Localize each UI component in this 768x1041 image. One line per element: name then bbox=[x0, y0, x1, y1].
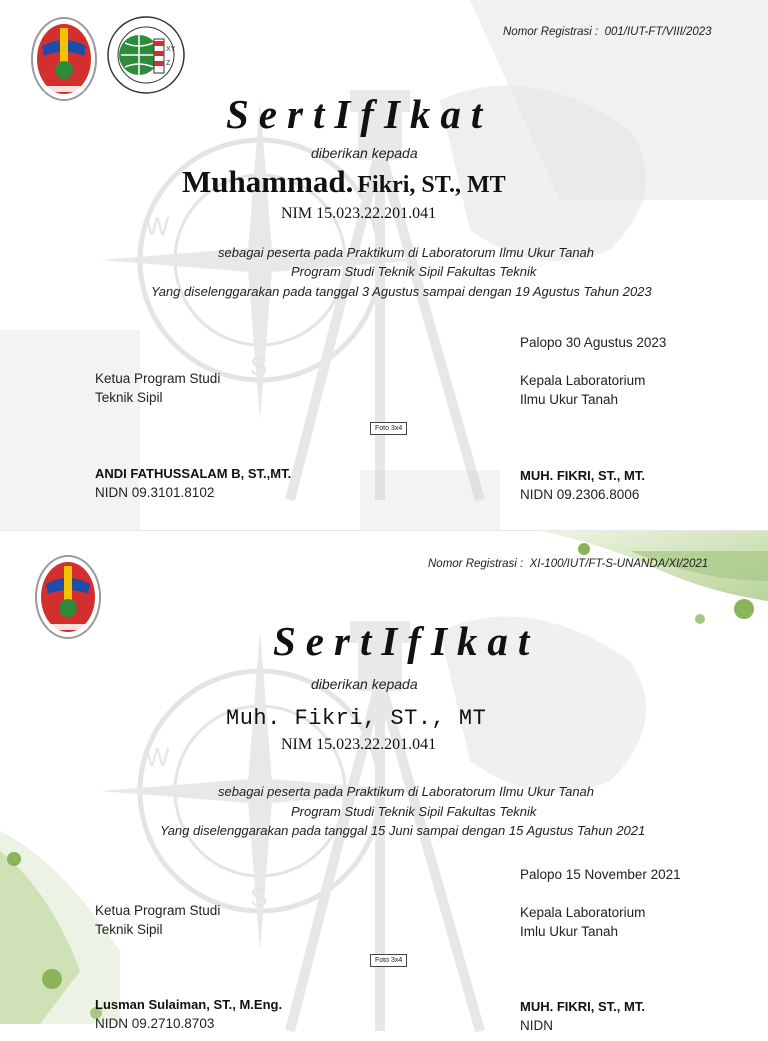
place-date: Palopo 30 Agustus 2023 bbox=[520, 335, 667, 350]
left-signer-nidn: NIDN 09.2710.8703 bbox=[95, 1016, 215, 1031]
right-signer-name: MUH. FIKRI, ST., MT. bbox=[520, 468, 645, 483]
right-signer-name: MUH. FIKRI, ST., MT. bbox=[520, 999, 645, 1014]
certificate-2021 bbox=[0, 531, 768, 1033]
lab-emblem-logo bbox=[106, 15, 186, 95]
body-line-1: sebagai peserta pada Praktikum di Laboratorum Ilmu Ukur Tanah bbox=[218, 245, 595, 260]
recipient-name-rest: Fikri, ST., MT bbox=[357, 172, 506, 198]
right-role-line-2: Ilmu Ukur Tanah bbox=[520, 392, 619, 407]
left-signer-nidn: NIDN 09.3101.8102 bbox=[95, 485, 215, 500]
left-signer-name: Lusman Sulaiman, ST., M.Eng. bbox=[95, 997, 283, 1012]
recipient-name-first: Muhammad. bbox=[182, 164, 354, 199]
place-date: Palopo 15 November 2021 bbox=[520, 867, 681, 882]
given-to-label: diberikan kepada bbox=[311, 676, 418, 692]
registration-value: XI-100/IUT/FT-S-UNANDA/XI/2021 bbox=[529, 558, 709, 570]
left-signer-name: ANDI FATHUSSALAM B, ST.,MT. bbox=[95, 466, 292, 481]
svg-text:Z: Z bbox=[166, 60, 171, 67]
left-role-line-1: Ketua Program Studi bbox=[95, 903, 221, 918]
svg-text:XY: XY bbox=[166, 46, 176, 53]
registration-value: 001/IUT-FT/VIII/2023 bbox=[604, 26, 712, 38]
university-seal-logo bbox=[30, 16, 98, 102]
svg-text:W: W bbox=[145, 742, 170, 772]
university-seal-logo bbox=[34, 554, 102, 640]
right-role-line-1: Kepala Laboratorium bbox=[520, 905, 646, 920]
svg-text:W: W bbox=[145, 211, 170, 241]
recipient-name: Muh. Fikri, ST., MT bbox=[226, 706, 487, 731]
left-role-line-2: Teknik Sipil bbox=[95, 390, 163, 405]
right-role-line-2: Imlu Ukur Tanah bbox=[520, 924, 619, 939]
right-signer-nidn: NIDN bbox=[520, 1018, 553, 1033]
nim-number: NIM 15.023.22.201.041 bbox=[281, 736, 437, 753]
svg-text:S: S bbox=[250, 351, 268, 381]
certificate-title: SertIfIkat bbox=[226, 91, 493, 137]
body-line-2: Program Studi Teknik Sipil Fakultas Teknik bbox=[291, 804, 537, 819]
given-to-label: diberikan kepada bbox=[311, 145, 418, 161]
certificate-title: SertIfIkat bbox=[273, 618, 540, 664]
svg-text:S: S bbox=[250, 882, 268, 912]
registration-number bbox=[428, 558, 708, 570]
body-line-1: sebagai peserta pada Praktikum di Laboratorum Ilmu Ukur Tanah bbox=[218, 784, 595, 799]
photo-placeholder: Foto 3x4 bbox=[370, 954, 407, 967]
body-line-2: Program Studi Teknik Sipil Fakultas Teknik bbox=[291, 264, 537, 279]
body-line-3: Yang diselenggarakan pada tanggal 15 Juni sampai dengan 15 Agustus Tahun 2021 bbox=[160, 823, 646, 838]
right-signer-nidn: NIDN 09.2306.8006 bbox=[520, 487, 640, 502]
registration-label: Nomor Registrasi : bbox=[503, 26, 599, 38]
recipient-name bbox=[182, 164, 506, 200]
body-line-3: Yang diselenggarakan pada tanggal 3 Agustus sampai dengan 19 Agustus Tahun 2023 bbox=[151, 284, 652, 299]
registration-number bbox=[503, 26, 712, 38]
left-role-line-2: Teknik Sipil bbox=[95, 922, 163, 937]
right-role-line-1: Kepala Laboratorium bbox=[520, 373, 646, 388]
registration-label: Nomor Registrasi : bbox=[428, 558, 524, 570]
photo-placeholder: Foto 3x4 bbox=[370, 422, 407, 435]
nim-number: NIM 15.023.22.201.041 bbox=[281, 205, 437, 222]
left-role-line-1: Ketua Program Studi bbox=[95, 371, 221, 386]
